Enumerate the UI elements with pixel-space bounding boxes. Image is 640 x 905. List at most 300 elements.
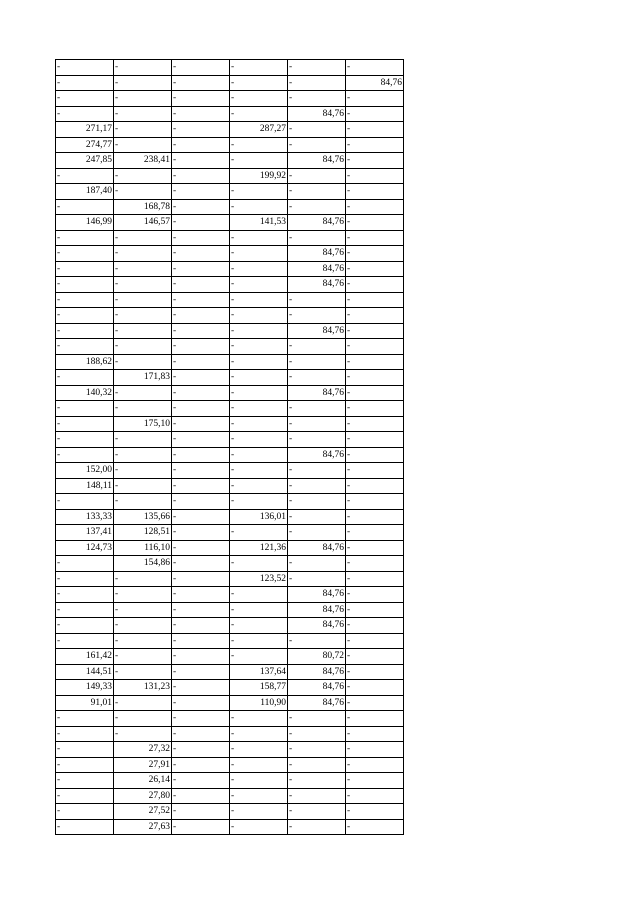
table-cell: - [172, 804, 230, 820]
table-cell: - [346, 680, 404, 696]
table-cell: - [346, 556, 404, 572]
table-cell: - [114, 385, 172, 401]
table-cell: 149,33 [56, 680, 114, 696]
table-cell: - [56, 587, 114, 603]
table-cell: 161,42 [56, 649, 114, 665]
table-cell: - [288, 804, 346, 820]
table-cell: - [346, 354, 404, 370]
table-cell: - [172, 385, 230, 401]
table-cell: - [288, 757, 346, 773]
table-row [56, 91, 404, 107]
table-row [56, 60, 404, 76]
table-cell: - [346, 215, 404, 231]
table-cell: 84,76 [288, 215, 346, 231]
table-cell: - [288, 91, 346, 107]
table-cell: - [288, 339, 346, 355]
table-cell: - [172, 819, 230, 835]
table-cell: - [230, 354, 288, 370]
table-cell: 84,76 [288, 602, 346, 618]
table-row [56, 494, 404, 510]
table-cell: - [114, 91, 172, 107]
table-cell: - [288, 494, 346, 510]
table-cell: 141,53 [230, 215, 288, 231]
table-cell: - [346, 788, 404, 804]
table-cell: 26,14 [114, 773, 172, 789]
table-cell: 84,76 [288, 664, 346, 680]
table-cell: 124,73 [56, 540, 114, 556]
table-cell: - [346, 323, 404, 339]
table-cell: - [346, 540, 404, 556]
table-cell: - [172, 757, 230, 773]
table-cell: - [172, 339, 230, 355]
table-row [56, 525, 404, 541]
table-cell: 135,66 [114, 509, 172, 525]
table-row [56, 354, 404, 370]
table-cell: - [114, 75, 172, 91]
table-cell: - [230, 804, 288, 820]
table-cell: 133,33 [56, 509, 114, 525]
table-cell: - [230, 261, 288, 277]
table-row [56, 385, 404, 401]
table-cell: - [346, 261, 404, 277]
table-cell: - [114, 122, 172, 138]
table-cell: 187,40 [56, 184, 114, 200]
table-cell: - [346, 804, 404, 820]
table-cell: - [172, 463, 230, 479]
table-cell: - [114, 277, 172, 293]
table-cell: - [172, 447, 230, 463]
table-cell: 27,63 [114, 819, 172, 835]
table-row [56, 602, 404, 618]
table-cell: - [172, 680, 230, 696]
table-cell: - [346, 308, 404, 324]
table-cell: - [56, 261, 114, 277]
table-cell: - [230, 339, 288, 355]
table-cell: - [288, 633, 346, 649]
table-cell: 27,32 [114, 742, 172, 758]
table-cell: - [346, 757, 404, 773]
table-cell: - [346, 587, 404, 603]
table-cell: - [230, 494, 288, 510]
table-cell: 238,41 [114, 153, 172, 169]
table-cell: - [172, 742, 230, 758]
table-cell: - [288, 122, 346, 138]
table-cell: - [346, 153, 404, 169]
table-cell: - [172, 618, 230, 634]
table-cell: - [114, 323, 172, 339]
table-cell: 146,57 [114, 215, 172, 231]
table-cell: - [114, 478, 172, 494]
table-cell: - [172, 540, 230, 556]
table-cell: - [288, 370, 346, 386]
table-row [56, 184, 404, 200]
table-cell: - [288, 463, 346, 479]
table-cell: - [56, 726, 114, 742]
table-cell: - [230, 819, 288, 835]
table-cell: - [56, 416, 114, 432]
table-cell: - [288, 75, 346, 91]
table-cell: - [114, 602, 172, 618]
table-cell: 140,32 [56, 385, 114, 401]
table-cell: - [230, 91, 288, 107]
table-cell: - [114, 261, 172, 277]
table-cell: - [56, 432, 114, 448]
table-row [56, 649, 404, 665]
table-cell: - [230, 788, 288, 804]
table-cell: - [346, 277, 404, 293]
table-cell: - [288, 525, 346, 541]
table-cell: - [172, 354, 230, 370]
table-cell: - [172, 633, 230, 649]
table-cell: - [172, 199, 230, 215]
table-row [56, 463, 404, 479]
table-row [56, 292, 404, 308]
table-cell: - [230, 463, 288, 479]
table-cell: - [114, 354, 172, 370]
table-cell: - [114, 339, 172, 355]
table-cell: 84,76 [288, 246, 346, 262]
table-cell: - [230, 137, 288, 153]
table-cell: - [114, 308, 172, 324]
table-row [56, 680, 404, 696]
table-cell: - [288, 308, 346, 324]
table-row [56, 106, 404, 122]
table-cell: - [346, 602, 404, 618]
table-row [56, 509, 404, 525]
table-row [56, 773, 404, 789]
table-cell: - [230, 323, 288, 339]
table-cell: - [172, 370, 230, 386]
table-cell: - [346, 695, 404, 711]
table-cell: - [230, 370, 288, 386]
table-cell: - [172, 168, 230, 184]
table-row [56, 726, 404, 742]
table-cell: - [56, 292, 114, 308]
table-cell: - [346, 137, 404, 153]
table-cell: - [288, 60, 346, 76]
table-row [56, 432, 404, 448]
table-cell: - [56, 494, 114, 510]
table-cell: 137,64 [230, 664, 288, 680]
table-cell: 84,76 [346, 75, 404, 91]
table-row [56, 153, 404, 169]
table-cell: - [172, 664, 230, 680]
table-cell: - [56, 773, 114, 789]
table-cell: - [346, 618, 404, 634]
table-cell: - [346, 432, 404, 448]
table-cell: - [346, 416, 404, 432]
table-cell: - [56, 168, 114, 184]
table-cell: 188,62 [56, 354, 114, 370]
table-cell: - [172, 91, 230, 107]
table-cell: - [230, 106, 288, 122]
table-cell: - [230, 230, 288, 246]
table-cell: - [114, 587, 172, 603]
table-cell: - [288, 571, 346, 587]
table-cell: - [346, 385, 404, 401]
table-cell: - [172, 184, 230, 200]
table-cell: - [230, 478, 288, 494]
table-row [56, 401, 404, 417]
table-row [56, 323, 404, 339]
table-cell: - [172, 106, 230, 122]
table-cell: - [288, 354, 346, 370]
table-row [56, 308, 404, 324]
table-cell: - [288, 773, 346, 789]
table-cell: - [114, 246, 172, 262]
table-cell: - [346, 571, 404, 587]
table-cell: - [56, 571, 114, 587]
table-row [56, 633, 404, 649]
table-cell: - [56, 633, 114, 649]
table-cell: 84,76 [288, 587, 346, 603]
table-row [56, 230, 404, 246]
table-row [56, 571, 404, 587]
table-cell: - [346, 742, 404, 758]
table-cell: - [114, 292, 172, 308]
table-cell: - [56, 804, 114, 820]
table-cell: 171,83 [114, 370, 172, 386]
table-cell: - [114, 463, 172, 479]
table-cell: - [56, 230, 114, 246]
table-cell: - [114, 494, 172, 510]
table-cell: - [230, 587, 288, 603]
table-cell: - [172, 60, 230, 76]
table-cell: 131,23 [114, 680, 172, 696]
table-cell: - [346, 91, 404, 107]
table-cell: - [114, 230, 172, 246]
table-cell: 199,92 [230, 168, 288, 184]
table-cell: - [346, 230, 404, 246]
table-cell: - [172, 478, 230, 494]
table-cell: - [230, 773, 288, 789]
table-cell: - [288, 726, 346, 742]
table-cell: 84,76 [288, 680, 346, 696]
table-cell: 27,80 [114, 788, 172, 804]
table-cell: - [172, 292, 230, 308]
table-cell: - [230, 277, 288, 293]
table-cell: - [288, 230, 346, 246]
table-row [56, 819, 404, 835]
table-row [56, 540, 404, 556]
table-cell: - [172, 215, 230, 231]
table-cell: - [172, 432, 230, 448]
table-cell: 84,76 [288, 106, 346, 122]
table-cell: - [114, 432, 172, 448]
table-cell: 146,99 [56, 215, 114, 231]
table-cell: - [172, 788, 230, 804]
table-cell: - [172, 416, 230, 432]
table-cell: - [230, 649, 288, 665]
table-cell: - [230, 385, 288, 401]
table-cell: - [172, 695, 230, 711]
table-cell: - [56, 742, 114, 758]
table-row [56, 215, 404, 231]
table-cell: 84,76 [288, 540, 346, 556]
table-cell: - [230, 246, 288, 262]
table-cell: - [172, 587, 230, 603]
table-cell: - [230, 742, 288, 758]
table-row [56, 277, 404, 293]
table-cell: 84,76 [288, 618, 346, 634]
table-row [56, 587, 404, 603]
table-row [56, 478, 404, 494]
table-cell: - [172, 230, 230, 246]
table-cell: 84,76 [288, 323, 346, 339]
table-cell: - [230, 184, 288, 200]
table-cell: - [114, 664, 172, 680]
table-row [56, 75, 404, 91]
table-cell: 271,17 [56, 122, 114, 138]
table-cell: - [56, 106, 114, 122]
table-cell: - [56, 401, 114, 417]
table-cell: 128,51 [114, 525, 172, 541]
table-row [56, 804, 404, 820]
table-cell: 168,78 [114, 199, 172, 215]
table-cell: - [230, 633, 288, 649]
table-cell: - [230, 711, 288, 727]
table-cell: 144,51 [56, 664, 114, 680]
table-cell: - [172, 649, 230, 665]
table-cell: 136,01 [230, 509, 288, 525]
table-cell: 148,11 [56, 478, 114, 494]
table-row [56, 168, 404, 184]
table-row [56, 788, 404, 804]
table-row [56, 711, 404, 727]
table-cell: 84,76 [288, 385, 346, 401]
table-cell: 91,01 [56, 695, 114, 711]
table-cell: - [288, 478, 346, 494]
table-cell: - [172, 308, 230, 324]
table-cell: 287,27 [230, 122, 288, 138]
table-cell: - [56, 711, 114, 727]
table-cell: - [230, 75, 288, 91]
table-cell: 84,76 [288, 261, 346, 277]
table-cell: - [172, 75, 230, 91]
table-cell: - [346, 60, 404, 76]
table-cell: - [56, 277, 114, 293]
table-cell: - [114, 726, 172, 742]
table-body [56, 60, 404, 835]
table-cell: - [230, 416, 288, 432]
table-cell: - [346, 168, 404, 184]
table-cell: - [346, 246, 404, 262]
table-cell: - [230, 757, 288, 773]
table-cell: 123,52 [230, 571, 288, 587]
table-cell: - [288, 509, 346, 525]
table-row [56, 664, 404, 680]
table-cell: - [114, 618, 172, 634]
table-row [56, 695, 404, 711]
table-cell: - [56, 75, 114, 91]
table-cell: - [56, 91, 114, 107]
table-cell: - [288, 292, 346, 308]
table-cell: - [114, 447, 172, 463]
table-cell: - [288, 788, 346, 804]
table-cell: - [172, 153, 230, 169]
table-row [56, 339, 404, 355]
table-cell: 84,76 [288, 153, 346, 169]
table-row [56, 757, 404, 773]
table-cell: - [288, 819, 346, 835]
data-table [55, 59, 404, 835]
table-cell: - [230, 432, 288, 448]
table-cell: - [230, 308, 288, 324]
table-cell: - [288, 401, 346, 417]
table-cell: - [172, 556, 230, 572]
table-row [56, 416, 404, 432]
table-cell: - [114, 633, 172, 649]
table-cell: - [56, 618, 114, 634]
table-cell: - [346, 633, 404, 649]
table-cell: - [172, 323, 230, 339]
table-cell: - [346, 106, 404, 122]
table-cell: - [288, 199, 346, 215]
table-cell: - [114, 137, 172, 153]
table-cell: - [230, 602, 288, 618]
table-cell: - [114, 711, 172, 727]
table-cell: - [346, 478, 404, 494]
table-cell: - [288, 416, 346, 432]
table-cell: - [172, 602, 230, 618]
table-cell: - [56, 60, 114, 76]
table-cell: - [346, 649, 404, 665]
table-cell: - [346, 726, 404, 742]
table-cell: 152,00 [56, 463, 114, 479]
table-cell: 116,10 [114, 540, 172, 556]
table-cell: - [288, 711, 346, 727]
table-cell: - [288, 742, 346, 758]
table-cell: - [172, 122, 230, 138]
table-row [56, 370, 404, 386]
table-cell: - [288, 137, 346, 153]
table-cell: - [230, 199, 288, 215]
table-cell: - [346, 494, 404, 510]
table-row [56, 618, 404, 634]
table-cell: - [346, 370, 404, 386]
table-cell: - [56, 788, 114, 804]
table-cell: - [288, 168, 346, 184]
table-cell: - [114, 168, 172, 184]
table-cell: - [346, 819, 404, 835]
table-cell: 80,72 [288, 649, 346, 665]
table-cell: - [172, 525, 230, 541]
table-cell: 27,91 [114, 757, 172, 773]
table-cell: - [172, 571, 230, 587]
table-cell: 121,36 [230, 540, 288, 556]
table-cell: - [114, 60, 172, 76]
table-cell: - [230, 525, 288, 541]
table-cell: - [114, 695, 172, 711]
table-cell: - [346, 664, 404, 680]
table-cell: - [172, 261, 230, 277]
table-cell: - [288, 432, 346, 448]
table-cell: 84,76 [288, 277, 346, 293]
table-cell: 110,90 [230, 695, 288, 711]
table-cell: - [230, 60, 288, 76]
table-cell: 247,85 [56, 153, 114, 169]
table-cell: - [346, 463, 404, 479]
table-cell: - [288, 184, 346, 200]
table-cell: - [346, 509, 404, 525]
table-cell: - [56, 757, 114, 773]
table-cell: - [172, 277, 230, 293]
table-cell: 158,77 [230, 680, 288, 696]
table-cell: - [346, 184, 404, 200]
table-cell: - [172, 711, 230, 727]
table-cell: - [346, 711, 404, 727]
table-row [56, 122, 404, 138]
